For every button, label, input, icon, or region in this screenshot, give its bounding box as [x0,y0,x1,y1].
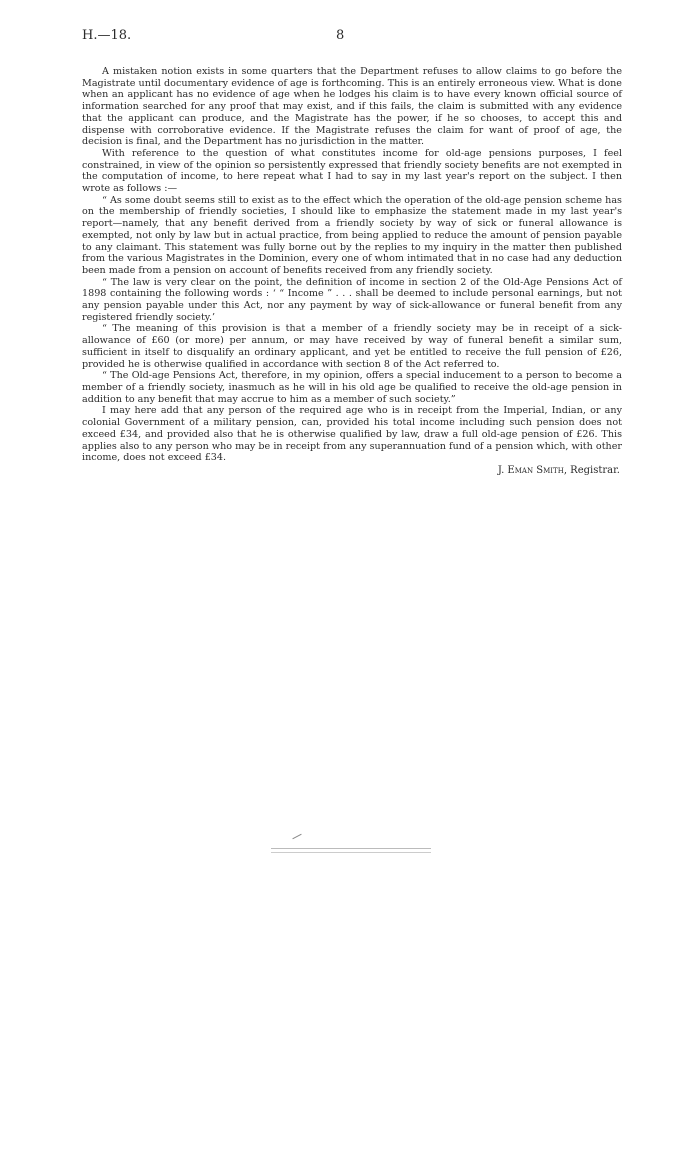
quote-paragraph-inducement: “ The Old-age Pensions Act, therefore, in my opinion, offers a special inducement to a person to become a member of a friendly society, inasmuch as he will in his old age be qualified to receive the old-age pension in addition to any benefit that may accrue to him as a member of such society.” [82,370,622,405]
page-header [82,28,622,48]
paragraph-military-pension: I may here add that any person of the required age who is in receipt from the Imperial, Indian, or any colonial Government of a military pension, can, provided his total income including such pension does not exceed £34, and provided also that he is otherwise qualified by law, draw a full old-age pension of £26. This applies also to any person who may be in receipt from any superannuation fund of a pension which, with other income, does not exceed £34. [82,405,622,464]
end-rule [271,848,431,853]
stray-mark [292,834,301,840]
paragraph-income-question: With reference to the question of what constitutes income for old-age pensions purposes, I feel constrained, in view of the opinion so persistently expressed that friendly society benefits are not exempted in the computation of income, to here repeat what I had to say in my last year's report on the subject. I then wrote as follows :— [82,147,622,195]
paragraph-age-evidence: A mistaken notion exists in some quarters that the Department refuses to allow claims to go before the Magistrate until documentary evidence of age is forthcoming. This is an entirely erroneous view. What is done when an applicant has no evidence of age when he lodges his claim is to have every known official source of information searched for any proof that may exist, and if this fails, the claim is submitted with any evidence that the applicant can produce, and the Magistrate has the power, if he so chooses, to accept this and dispense with corroborative evidence. If the Magistrate refuses the claim for want of proof of age, the decision is final, and the Department has no jurisdiction in the matter. [82,66,622,148]
document-reference: H.—18. [82,28,132,43]
signature-title: , Registrar. [563,464,620,476]
page-number: 8 [336,28,345,43]
quote-paragraph-law-definition: “ The law is very clear on the point, the definition of income in section 2 of the Old-Age Pensions Act of 1898 containing the following words : ‘ “ Income ” . . . shall be deemed to include personal earnings, but not any pension payable under this Act, nor any payment by way of sick-allowance or funeral benefit from any registered friendly society.’ [82,276,622,323]
quote-paragraph-meaning: “ The meaning of this provision is that a member of a friendly society may be in receipt of a sick-allowance of £60 (or more) per annum, or may have received by way of funeral benefit a similar sum, sufficient in itself to disqualify an ordinary applicant, and yet be entitled to receive the full pension of £26, provided he is otherwise qualified in accordance with section 8 of the Act referred to. [82,323,622,370]
report-body [82,66,622,477]
quote-paragraph-friendly-societies: “ As some doubt seems still to exist as to the effect which the operation of the old-age pension scheme has on the membership of friendly societies, I should like to emphasize the statement made in my last year's report—namely, that any benefit derived from a friendly society by way of sick or funeral allowance is exempted, not only by law but in actual practice, from being applied to reduce the amount of pension payable to any claimant. This statement was fully borne out by the replies to my inquiry in the matter then published from the various Magistrates in the Dominion, every one of whom intimated that in no case had any deduction been made from a pension on account of benefits received from any friendly society. [82,194,622,276]
signature-block [82,465,622,477]
signature-name: J. Eman Smith [497,464,564,476]
